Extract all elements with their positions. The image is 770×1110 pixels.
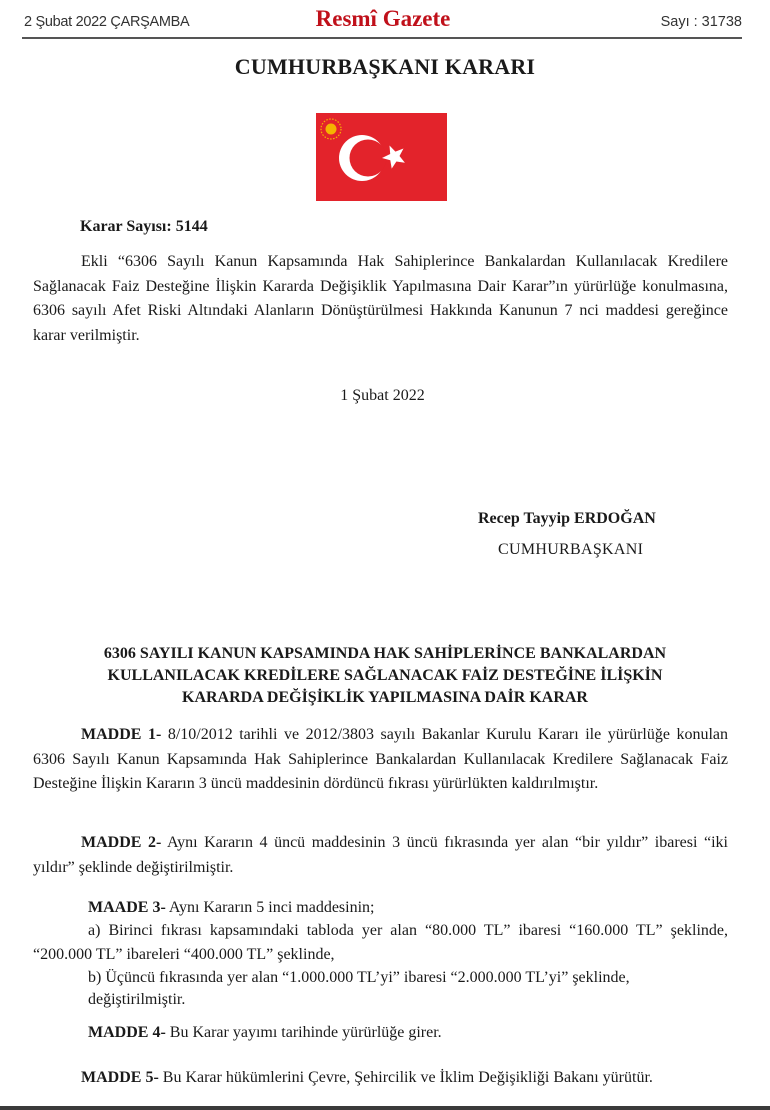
intro-paragraph: Ekli “6306 Sayılı Kanun Kapsamında Hak Sahiplerince Bankalardan Kullanılacak Kredilere Sağlanacak Faiz Desteğine İlişkin Kararda Değişiklik Yapılmasına Dair Karar”ın yürürlüğe konulmasına, 6306 sayılı Afet Riski Altındaki Alanların Dönüştürülmesi Hakkında Kanunun 7 nci maddesi gereğince karar verilmiştir. [33,253,728,344]
page-bottom-edge [0,1106,770,1110]
annex-title-line: KULLANILACAK KREDİLERE SAĞLANACAK FAİZ DESTEĞİNE İLİŞKİN [107,667,663,684]
article-3-item-a: a) Birinci fıkrası kapsamındaki tabloda yer alan “80.000 TL” ibaresi “160.000 TL” şeklinde, “200.000 TL” ibareleri “400.000 TL” şeklinde, [33,921,728,963]
article-1 [33,723,728,797]
article-text: Bu Karar yayımı tarihinde yürürlüğe girer. [165,1024,442,1041]
article-label: MADDE 2- [81,834,162,851]
article-3-item-b: b) Üçüncü fıkrasında yer alan “1.000.000 TL’yi” ibaresi “2.000.000 TL’yi” şeklinde, [88,968,630,986]
decision-date: 1 Şubat 2022 [340,387,425,404]
article-4 [33,1021,728,1046]
article-label: MAADE 3- [88,899,166,916]
article-label: MADDE 1- [81,726,162,743]
article-3-closing: değiştirilmiştir. [88,991,186,1008]
document-title: CUMHURBAŞKANI KARARI [234,54,536,79]
article-text: Aynı Kararın 5 inci maddesinin; [165,899,375,916]
issue-date: 2 Şubat 2022 ÇARŞAMBA [24,14,190,30]
article-text: Bu Karar hükümlerini Çevre, Şehircilik ve İklim Değişikliği Bakanı yürütür. [158,1069,653,1086]
annex-title [40,643,730,709]
turkish-flag-icon [316,113,447,201]
gazette-title: Resmî Gazete [315,6,451,31]
article-3 [33,896,728,1013]
decision-number: Karar Sayısı: 5144 [80,218,208,235]
article-label: MADDE 5- [81,1069,159,1086]
article-2 [33,831,728,880]
signatory-title: CUMHURBAŞKANI [498,541,644,558]
annex-title-line: KARARDA DEĞİŞİKLİK YAPILMASINA DAİR KARAR [182,689,588,706]
header-divider [22,37,742,39]
issue-number: Sayı : 31738 [660,14,742,30]
article-label: MADDE 4- [88,1024,166,1041]
signatory-name: Recep Tayyip ERDOĞAN [478,510,656,527]
gazette-header [24,6,742,36]
annex-title-line: 6306 SAYILI KANUN KAPSAMINDA HAK SAHİPLERİNCE BANKALARDAN [103,645,667,662]
article-text: Aynı Kararın 4 üncü maddesinin 3 üncü fıkrasında yer alan “bir yıldır” ibaresi “iki yıldır” şeklinde değiştirilmiştir. [33,834,729,876]
article-5 [33,1066,728,1091]
article-text: 8/10/2012 tarihli ve 2012/3803 sayılı Bakanlar Kurulu Kararı ile yürürlüğe konulan 6306 Sayılı Kanun Kapsamında Hak Sahiplerince Bankalardan Kullanılacak Kredilere Sağlanacak Faiz Desteğine İlişkin Kararın 3 üncü maddesinin dördüncü fıkrası yürürlükten kaldırılmıştır. [33,726,729,792]
